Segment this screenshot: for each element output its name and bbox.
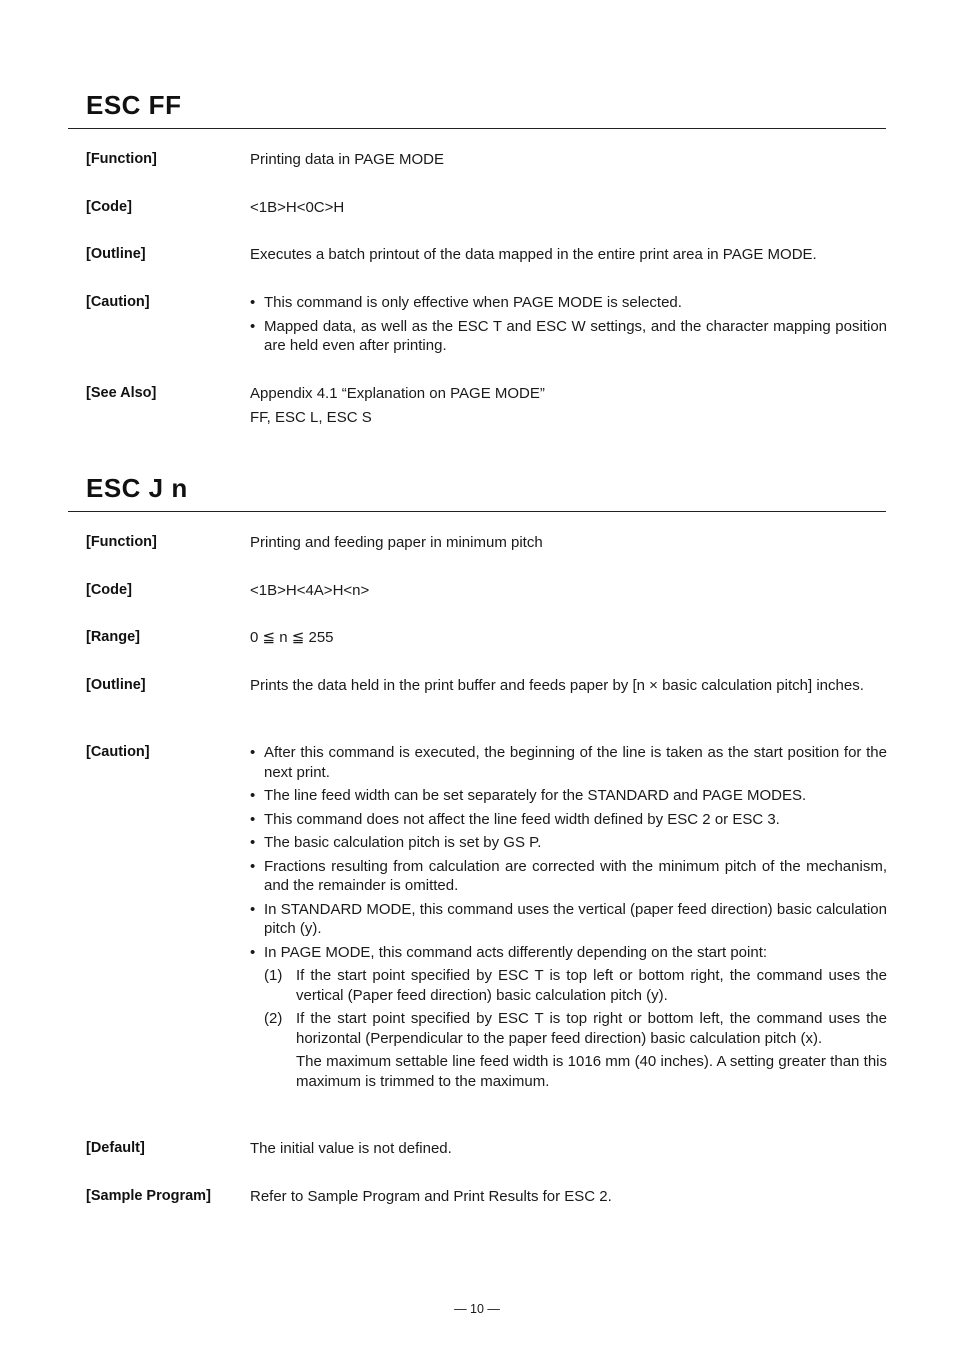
see-also-line: FF, ESC L, ESC S — [250, 408, 372, 426]
code-text: <1B>H<4A>H<n> — [250, 582, 370, 599]
section-divider — [68, 128, 886, 129]
function-text: Printing and feeding paper in minimum pitch — [250, 534, 543, 551]
caution-sublist — [264, 966, 887, 1048]
section-divider — [68, 511, 886, 512]
range-text: 0 ≦ n ≦ 255 — [250, 629, 334, 646]
default-label: [Default] — [86, 1140, 145, 1156]
sub-list-item: (2) If the start point specified by ESC T is top right or bottom left, the command uses the horizontal (Perpendicular to the paper feed direction) basic calculation pitch (x). — [264, 1010, 887, 1047]
outline-text: Executes a batch printout of the data mapped in the entire print area in PAGE MODE. — [250, 246, 817, 263]
outline-label: [Outline] — [86, 677, 146, 693]
function-label: [Function] — [86, 534, 157, 550]
section-title-esc-j-n: ESC J n — [86, 473, 188, 503]
sample-program-text: Refer to Sample Program and Print Results for ESC 2. — [250, 1188, 612, 1205]
page-number: — 10 — — [454, 1302, 500, 1316]
list-item: • Fractions resulting from calculation are corrected with the minimum pitch of the mechanism, and the remainder is omitted. — [250, 857, 887, 894]
list-item: • The basic calculation pitch is set by GS P. — [250, 834, 542, 851]
outline-text: Prints the data held in the print buffer and feeds paper by [n × basic calculation pitch] inches. — [250, 677, 864, 694]
see-also-line: Appendix 4.1 “Explanation on PAGE MODE” — [250, 385, 545, 402]
sub-list-item: (1) If the start point specified by ESC T is top left or bottom right, the command uses the vertical (Paper feed direction) basic calculation pitch (y). — [264, 967, 887, 1004]
list-item: • In STANDARD MODE, this command uses the vertical (paper feed direction) basic calculation pitch (y). — [250, 900, 887, 937]
caution-list — [250, 743, 887, 1091]
code-label: [Code] — [86, 582, 132, 598]
caution-note: The maximum settable line feed width is 1016 mm (40 inches). A setting greater than this maximum is trimmed to the maximum. — [296, 1053, 887, 1090]
list-item: • The line feed width can be set separately for the STANDARD and PAGE MODES. — [250, 787, 807, 804]
caution-list — [250, 293, 887, 356]
caution-label: [Caution] — [86, 744, 150, 760]
function-text: Printing data in PAGE MODE — [250, 151, 444, 168]
list-item: • In PAGE MODE, this command acts differently depending on the start point: (1) If the start point specified by ESC T is top left or bottom right, the command uses the vertical (Paper feed direction) basic calculation pitch (y). (2) If the start point specified by ESC T is top right or bottom left, the command uses the horizontal (Perpendicular to the paper feed direction) basic calculation pitch (x). The maximum settable line feed width is 1016 mm (40 inches). A setting greater than this maximum is trimmed to the maximum. — [250, 943, 887, 1090]
default-text: The initial value is not defined. — [250, 1140, 452, 1157]
section-title-esc-ff: ESC FF — [86, 90, 182, 120]
list-item: • Mapped data, as well as the ESC T and ESC W settings, and the character mapping position are held even after printing. — [250, 317, 887, 354]
see-also-label: [See Also] — [86, 385, 157, 401]
range-label: [Range] — [86, 629, 140, 645]
function-label: [Function] — [86, 151, 157, 167]
outline-label: [Outline] — [86, 246, 146, 262]
list-item: • This command is only effective when PAGE MODE is selected. — [250, 294, 682, 311]
code-label: [Code] — [86, 199, 132, 215]
list-item: • This command does not affect the line feed width defined by ESC 2 or ESC 3. — [250, 810, 780, 828]
caution-label: [Caution] — [86, 294, 150, 310]
sample-program-label: [Sample Program] — [86, 1188, 211, 1204]
code-text: <1B>H<0C>H — [250, 199, 345, 216]
list-item: • After this command is executed, the beginning of the line is taken as the start position for the next print. — [250, 744, 887, 781]
